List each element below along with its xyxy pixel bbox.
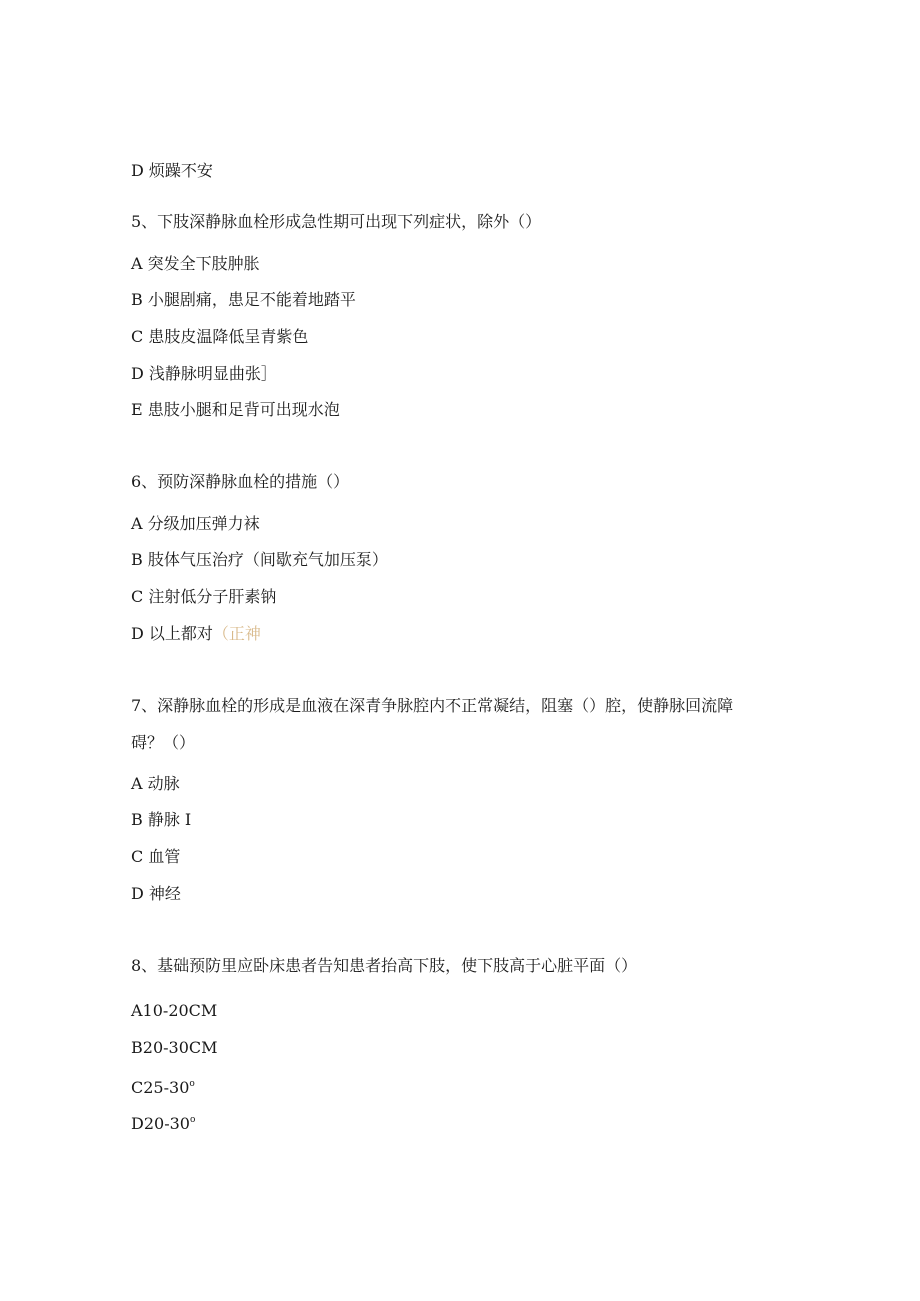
q8-option-a: A10-20CM	[131, 1001, 218, 1020]
q8-option-d-degree: o	[189, 1115, 196, 1125]
q6-question: 6、预防深静脉血栓的措施（）	[131, 472, 350, 491]
q6-option-d	[131, 624, 261, 644]
q5-option-c: C 患肢皮温降低呈青紫色	[131, 327, 309, 346]
q6-option-c: C 注射低分子肝素钠	[131, 587, 277, 606]
q5-option-a: A 突发全下肢肿胀	[131, 254, 260, 273]
q8-question: 8、基础预防里应卧床患者告知患者抬高下肢，使下肢高于心脏平面（）	[131, 956, 638, 975]
q6-answer-mark: （正神	[212, 624, 261, 643]
q8-option-d-text: D20-30	[131, 1114, 190, 1133]
q7-question-line1: 7、深静脉血栓的形成是血液在深青争脉腔内不正常凝结，阻塞（）腔，使静脉回流障	[131, 696, 734, 715]
q4-option-d: D 烦躁不安	[131, 161, 213, 180]
q6-option-d-text: D 以上都对	[131, 624, 213, 643]
q5-question: 5、下肢深静脉血栓形成急性期可出现下列症状，除外（）	[131, 212, 542, 231]
q6-option-a: A 分级加压弹力袜	[131, 514, 260, 533]
q7-option-a: A 动脉	[131, 774, 180, 793]
q8-option-c-text: C25-30	[131, 1078, 190, 1097]
q8-option-c	[131, 1074, 195, 1098]
q8-option-b: B20-30CM	[131, 1038, 218, 1057]
q6-option-b: B 肢体气压治疗（间歇充气加压泵）	[131, 550, 388, 569]
q5-option-d: D 浅静脉明显曲张］	[131, 364, 277, 383]
q5-option-b: B 小腿剧痛，患足不能着地踏平	[131, 290, 356, 309]
q7-option-d: D 神经	[131, 884, 181, 903]
q8-option-d	[131, 1110, 195, 1134]
q7-option-b: B 静脉 I	[131, 810, 192, 829]
q7-question-line2: 碍？（）	[131, 733, 196, 752]
q7-option-c: C 血管	[131, 847, 181, 866]
q5-option-e: E 患肢小腿和足背可出现水泡	[131, 400, 340, 419]
q8-option-c-degree: o	[189, 1079, 195, 1089]
